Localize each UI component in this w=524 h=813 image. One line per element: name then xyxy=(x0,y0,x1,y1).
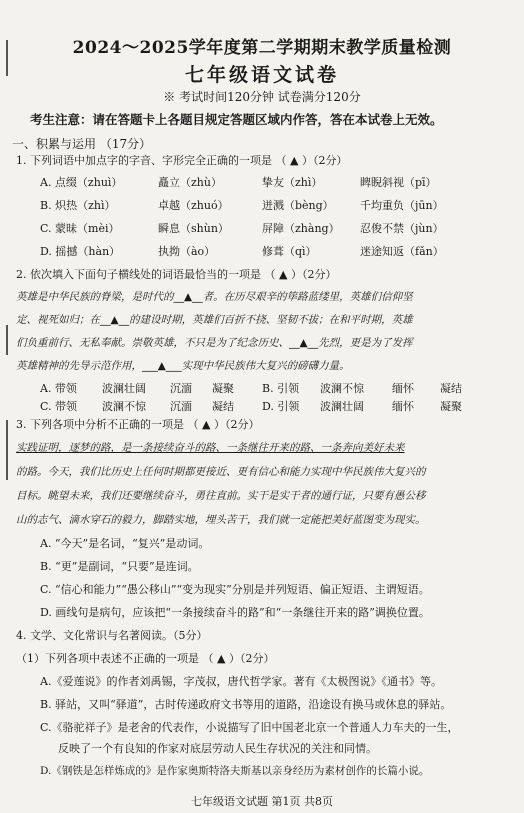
q1-option-cell: 挚友（zhì） xyxy=(262,176,323,189)
q2-option-cell: 波澜壮阔 xyxy=(320,400,364,413)
q1-option-cell: 千均重负（jūn） xyxy=(360,199,444,212)
exam-title: 2024～2025学年度第二学期期末教学质量检测 xyxy=(72,38,452,58)
q2-passage-line: 定、视死如归；在__▲__的建设时期，英雄们百折不挠、坚韧不拔；在和平时期，英雄 xyxy=(16,314,413,326)
q2-option-cell: 凝聚 xyxy=(212,382,234,395)
q4-option-continued: 反映了一个有良知的作家对底层劳动人民生存状况的关注和同情。 xyxy=(58,742,377,755)
q1-option-cell: 迷途知返（fǎn） xyxy=(360,245,444,258)
q2-option-cell: B. 引领 xyxy=(262,382,300,395)
q2-option-cell: C. 带领 xyxy=(40,400,78,413)
q3-passage-line: 实践证明，逐梦的路，是一条接续奋斗的路、一条继往开来的路、一条奔向美好未来 xyxy=(16,442,405,454)
q2-option-cell: 凝聚 xyxy=(440,400,462,413)
q2-option-cell: 凝结 xyxy=(440,382,462,395)
q2-option-cell: 缅怀 xyxy=(392,400,414,413)
q2-option-cell: 缅怀 xyxy=(392,382,414,395)
q4-option: C.《骆驼祥子》是老舍的代表作，小说描写了旧中国老北京一个普通人力车夫的一生， xyxy=(40,721,459,734)
q2-passage-line: 们负重前行、无私奉献。崇敬英雄，不只是为了纪念历史、__▲__先烈，更是为了发挥 xyxy=(16,337,413,349)
q1-option-cell: 屏障（zhàng） xyxy=(262,222,340,235)
q3-option: C. “信心和能力”“愚公移山”“变为现实”分别是并列短语、偏正短语、主谓短语。 xyxy=(40,583,430,596)
exam-notice: 考生注意：请在答题卡上各题目规定答题区域内作答，答在本试卷上无效。 xyxy=(30,112,443,127)
q4-option: A.《爱莲说》的作者刘禹锡，字茂叔，唐代哲学家。著有《太极图说》《通书》等。 xyxy=(40,675,442,688)
page-edge-mark xyxy=(6,325,8,355)
q4-stem: 4. 文学、文化常识与名著阅读。（5分） xyxy=(16,629,208,642)
q3-option: A. “今天”是名词，“复兴”是动词。 xyxy=(40,537,210,550)
q1-option-cell: 卓越（zhuó） xyxy=(158,199,229,212)
q2-option-cell: 沉湎 xyxy=(170,400,192,413)
q2-option-cell: 波澜不惊 xyxy=(102,400,146,413)
q2-option-cell: D. 引领 xyxy=(262,400,300,413)
q3-option: B. “更”是副词，“只要”是连词。 xyxy=(40,560,199,573)
q4-sub1-stem: （1）下列各项中表述不正确的一项是 （ ▲ ）（2分） xyxy=(16,652,275,665)
q4-option: B. 驿站，又叫“驿道”，古时传递政府文书等用的道路，沿途设有换马或休息的驿站。 xyxy=(40,698,452,711)
q3-passage-line: 目标。眺望未来，我们还要继续奋斗，勇往直前。实干是实干者的通行证，只要有愚公移 xyxy=(16,490,426,502)
q1-option-cell: A. 点缀（zhuì） xyxy=(40,176,123,189)
exam-subtitle: 七年级语文试卷 xyxy=(184,64,339,86)
q1-option-cell: 迸溅（bèng） xyxy=(262,199,334,212)
q1-option-cell: 矗立（zhù） xyxy=(158,176,222,189)
q2-stem: 2. 依次填入下面句子横线处的词语最恰当的一项是 （ ▲ ）（2分） xyxy=(16,268,337,281)
q2-option-cell: 波澜不惊 xyxy=(320,382,364,395)
q4-option: D.《钢铁是怎样炼成的》是作家奥斯特洛夫斯基以亲身经历为素材创作的长篇小说。 xyxy=(40,765,430,777)
q1-option-cell: 忍俊不禁（jùn） xyxy=(360,222,444,235)
q3-passage-line: 山的志气、滴水穿石的毅力，脚踏实地，埋头苦干，我们就一定能把美好蓝图变为现实。 xyxy=(16,514,426,526)
q1-stem: 1. 下列词语中加点字的字音、字形完全正确的一项是 （ ▲ ）（2分） xyxy=(16,154,348,167)
q1-option-cell: C. 蒙昧（mèi） xyxy=(40,222,120,235)
q2-option-cell: 凝结 xyxy=(212,400,234,413)
q2-passage-line: 英雄精神的先导示范作用，___▲___实现中华民族伟大复兴的磅礴力量。 xyxy=(16,360,350,372)
exam-info: ※ 考试时间120分钟 试卷满分120分 xyxy=(163,90,361,104)
q1-option-cell: 修葺（qì） xyxy=(262,245,317,258)
page-footer: 七年级语文试题 第1页 共8页 xyxy=(191,795,333,808)
page-edge-mark xyxy=(6,420,8,480)
q1-option-cell: 瞬息（shùn） xyxy=(158,222,229,235)
q3-passage-line: 的路。今天，我们比历史上任何时期都更接近、更有信心和能力实现中华民族伟大复兴的 xyxy=(16,466,426,478)
q1-option-cell: 睥睨斜视（pī） xyxy=(360,176,437,189)
section-heading: 一、积累与运用 （17分） xyxy=(12,137,152,151)
q2-option-cell: A. 带领 xyxy=(40,382,77,395)
q3-option: D. 画线句是病句，应该把“一条接续奋斗的路”和“一条继往开来的路”调换位置。 xyxy=(40,606,430,619)
q1-option-cell: B. 炽热（zhì） xyxy=(40,199,116,212)
q2-option-cell: 波澜壮阔 xyxy=(102,382,146,395)
q3-stem: 3. 下列各项中分析不正确的一项是 （ ▲ ）（2分） xyxy=(16,418,260,431)
q2-passage-line: 英雄是中华民族的脊梁，是时代的__▲__者。在历尽艰辛的筚路蓝缕里，英雄们信仰坚 xyxy=(16,291,413,303)
q1-option-cell: 执拗（ào） xyxy=(158,245,216,258)
q1-option-cell: D. 摇撼（hàn） xyxy=(40,245,121,258)
q2-option-cell: 沉湎 xyxy=(170,382,192,395)
